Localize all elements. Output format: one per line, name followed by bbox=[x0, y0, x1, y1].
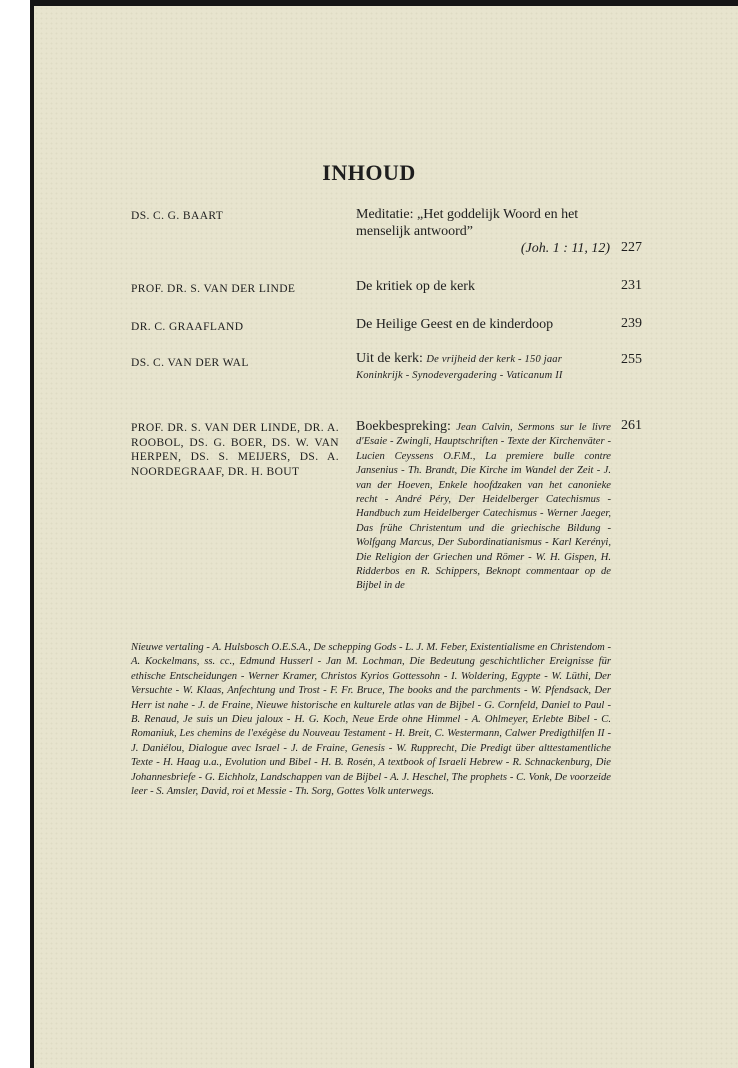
page-title: INHOUD bbox=[322, 160, 416, 185]
entry-subtitle-right: Jean Calvin, Sermons sur le livre d'Esaie - Zwingli, Hauptschriften - Texte der Kirchenväter - Lucien Ceyssens O.F.M., La premiere bulle contre Jansenius - Th. Brandt, Die Kirche im Wandel der Zeit - J. van der Hoeven, Enkele hoofdzaken van het canonieke recht - André Péry, Der Heidelberger Catechismus - Handbuch zum Heidelberger Catechismus - Werner Jaeger, Das frühe Christentum und die griechische Bildung - Wolfgang Marcus, Der Subordinatianismus - Karl Kerényi, Die Religion der Griechen und Römer - W. H. Gispen, H. Ridderbos en R. Schippers, Beknopt commentaar op de Bijbel in de bbox=[356, 422, 611, 592]
author-baart: DS. C. G. BAART bbox=[131, 210, 224, 222]
entry-kritiek: De kritiek op de kerk bbox=[356, 279, 475, 294]
entry-uit-de-kerk bbox=[356, 352, 610, 383]
entry-heilige-geest: De Heilige Geest en de kinderdoop bbox=[356, 317, 554, 332]
author-van-der-linde: PROF. DR. S. VAN DER LINDE bbox=[131, 283, 296, 295]
author-graafland: DR. C. GRAAFLAND bbox=[131, 321, 244, 333]
entry-boekbespreking-continued: Nieuwe vertaling - A. Hulsbosch O.E.S.A., De schepping Gods - L. J. M. Feber, Existentialisme en Christendom - A. Kockelmans, ss. cc., Edmund Husserl - Jan M. Lochman, Die Bedeutung geschichtlicher Ereignisse für ethische Entscheidungen - Werner Kramer, Christos Kyrios Gottessohn - I. Woldering, Egypte - W. Lüthi, Der Versuchte - W. Klaas, Anfechtung und Trost - F. Fr. Bruce, The books and the parchments - W. Pfendsack, Der Herr ist nahe - J. de Fraine, Nieuwe historische en kulturele atlas van de Bijbel - G. Cornfeld, Daniel to Paul - B. Renaud, Je suis un Dieu jaloux - H. G. Koch, Neue Erde ohne Himmel - A. Ohlmeyer, Erlebte Bibel - C. Romaniuk, Les chemins de l'exégèse du Nouveau Testament - H. Breit, C. Westermann, Calwer Predigthilfen II - J. Daniélou, Dialogue avec Israel - J. de Fraine, Genesis - W. Rupprecht, Die Predigt über alttestamentliche Texte - H. Haag u.a., Evolution und Bibel - H. B. Rosén, A textbook of Israeli Hebrew - R. Schnackenburg, Die Johannesbriefe - G. Eichholz, Landschappen van de Bijbel - A. J. Heschel, The prophets - C. Vonk, De voorzeide leer - S. Amsler, David, roi et Messie - Th. Sorg, Gottes Volk unterwegs. bbox=[131, 642, 611, 798]
entry-title: Boekbespreking: bbox=[356, 419, 451, 434]
entry-boekbespreking bbox=[356, 420, 611, 594]
page-number: 227 bbox=[621, 240, 642, 255]
page-number: 255 bbox=[621, 352, 642, 367]
page-number: 231 bbox=[621, 278, 642, 293]
entry-title: Meditatie: „Het goddelijk Woord en het menselijk antwoord” bbox=[356, 207, 579, 239]
entry-reference: (Joh. 1 : 11, 12) bbox=[520, 241, 610, 256]
entry-subtitle: De vrijheid der kerk - 150 jaar Koninkrijk - Synodevergadering - Vaticanum II bbox=[356, 354, 563, 381]
entry-meditatie bbox=[356, 206, 610, 257]
page-number: 261 bbox=[621, 418, 642, 433]
entry-title: Uit de kerk: bbox=[356, 351, 423, 366]
authors-boekbespreking: PROF. DR. S. VAN DER LINDE, DR. A. ROOBOL, DS. G. BOER, DS. W. VAN HERPEN, DS. S. MEIJERS, DS. A. NOORDEGRAAF, DR. H. BOUT bbox=[131, 422, 339, 478]
page-number: 239 bbox=[621, 316, 642, 331]
author-van-der-wal: DS. C. VAN DER WAL bbox=[131, 357, 249, 369]
